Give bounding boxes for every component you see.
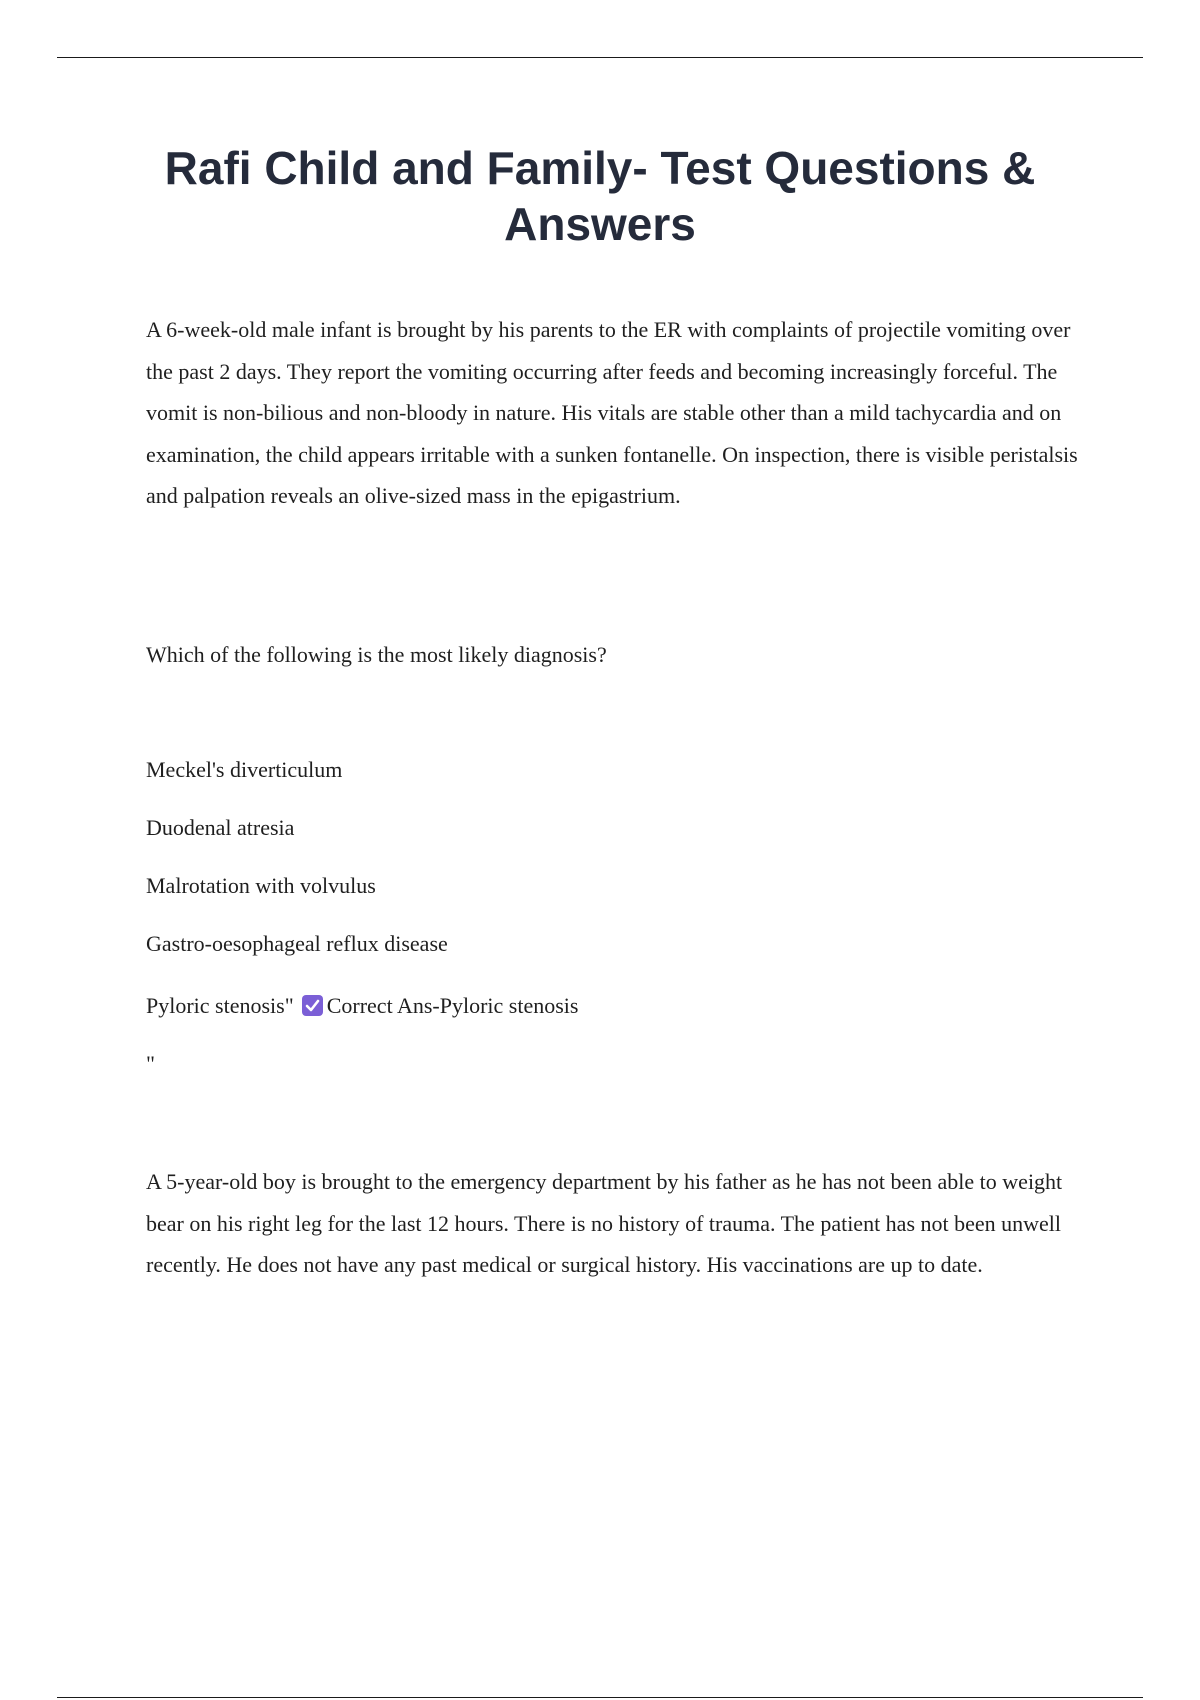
option-2: Duodenal atresia [146,815,295,840]
option-5-with-answer [146,991,578,1021]
option-4: Gastro-oesophageal reflux disease [146,931,448,956]
bottom-rule [57,1697,1143,1698]
option-5-label: Pyloric stenosis" [146,993,294,1018]
closing-quote: " [146,1051,155,1076]
correct-answer-text: Correct Ans-Pyloric stenosis [326,993,579,1018]
checkbox-checked-icon [302,995,323,1016]
question-2-stem: A 5-year-old boy is brought to the emergency department by his father as he has not been able to weight bear on his right leg for the last 12 hours. There is no history of trauma. The patient has not been unwell recently. He does not have any past medical or surgical history. His vaccinations are up to date. [146,1169,1063,1278]
option-3: Malrotation with volvulus [146,873,376,898]
question-1-prompt: Which of the following is the most likely diagnosis? [146,642,607,667]
option-1: Meckel's diverticulum [146,757,343,782]
top-rule [57,57,1143,58]
document-title: Rafi Child and Family- Test Questions & Answers [164,142,1036,250]
question-1-stem: A 6-week-old male infant is brought by his parents to the ER with complaints of projectile vomiting over the past 2 days. They report the vomiting occurring after feeds and becoming increasingly forceful. The vomit is non-bilious and non-bloody in nature. His vitals are stable other than a mild tachycardia and on examination, the child appears irritable with a sunken fontanelle. On inspection, there is visible peristalsis and palpation reveals an olive-sized mass in the epigastrium. [146,317,1078,509]
